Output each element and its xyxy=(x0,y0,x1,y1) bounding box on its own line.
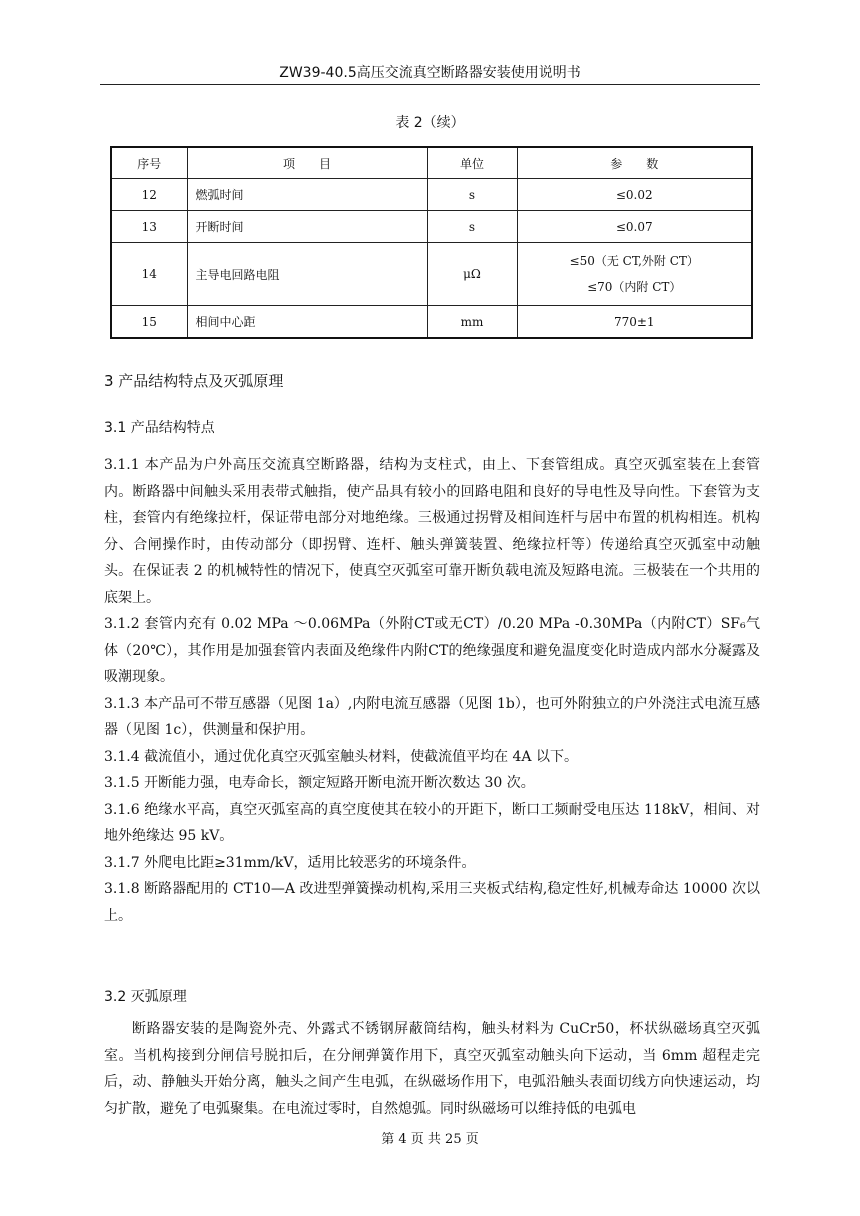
paragraph-3-1-5: 3.1.5 开断能力强，电寿命长，额定短路开断电流开断次数达 30 次。 xyxy=(104,775,535,791)
row-value: ≤0.07 xyxy=(517,211,752,243)
table-row xyxy=(111,211,752,243)
page-number: 第 4 页 共 25 页 xyxy=(381,1132,479,1147)
parameters-table xyxy=(110,146,753,339)
row-item: 主导电回路电阻 xyxy=(187,243,427,306)
row-value: 770±1 xyxy=(517,306,752,339)
table-row xyxy=(111,179,752,211)
row-no: 13 xyxy=(111,211,187,243)
column-header-value: 参 数 xyxy=(517,147,752,179)
row-value xyxy=(517,243,752,306)
section-heading: 3 产品结构特点及灭弧原理 xyxy=(104,372,284,390)
subsection-heading-structure: 3.1 产品结构特点 xyxy=(104,420,215,436)
paragraph-3-1-6: 3.1.6 绝缘水平高，真空灭弧室高的真空度使其在较小的开距下，断口工频耐受电压达 118kV，相间、对地外绝缘达 95 kV。 xyxy=(104,801,760,844)
paragraph-3-1-8: 3.1.8 断路器配用的 CT10—A 改进型弹簧操动机构,采用三夹板式结构,稳定性好,机械寿命达 10000 次以上。 xyxy=(104,881,760,924)
row-item: 燃弧时间 xyxy=(187,179,427,211)
row-unit: μΩ xyxy=(427,243,517,306)
table-row xyxy=(111,306,752,339)
column-header-no: 序号 xyxy=(111,147,187,179)
table-caption: 表 2（续） xyxy=(395,115,465,131)
row-item: 开断时间 xyxy=(187,211,427,243)
row-value: ≤0.02 xyxy=(517,179,752,211)
table-header-row xyxy=(111,147,752,179)
column-header-unit: 单位 xyxy=(427,147,517,179)
header-divider xyxy=(100,84,760,85)
row-unit: s xyxy=(427,211,517,243)
paragraph-3-1-3: 3.1.3 本产品可不带互感器（见图 1a）,内附电流互感器（见图 1b），也可外附独立的户外浇注式电流互感器（见图 1c），供测量和保护用。 xyxy=(104,695,760,738)
column-header-item: 项 目 xyxy=(187,147,427,179)
row-value-line-1: ≤50（无 CT,外附 CT） xyxy=(569,254,699,268)
row-no: 14 xyxy=(111,243,187,306)
document-header-title: ZW39-40.5高压交流真空断路器安装使用说明书 xyxy=(279,65,581,81)
row-item: 相间中心距 xyxy=(187,306,427,339)
row-unit: s xyxy=(427,179,517,211)
row-value-line-2: ≤70（内附 CT） xyxy=(587,280,682,294)
row-no: 12 xyxy=(111,179,187,211)
paragraph-3-1-1: 3.1.1 本产品为户外高压交流真空断路器，结构为支柱式，由上、下套管组成。真空灭弧室装在上套管内。断路器中间触头采用表带式触指，使产品具有较小的回路电阻和良好的导电性及导向性。下套管为支柱，套管内有绝缘拉杆，保证带电部分对地绝缘。三极通过拐臂及相间连杆与居中布置的机构相连。机构分、合闸操作时，由传动部分（即拐臂、连杆、触头弹簧装置、绝缘拉杆等）传递给真空灭弧室中动触头。在保证表 2 的机械特性的情况下，使真空灭弧室可靠开断负载电流及短路电流。三极装在一个共用的底架上。 xyxy=(104,457,760,606)
subsection-heading-arc-principle: 3.2 灭弧原理 xyxy=(104,989,187,1005)
row-unit: mm xyxy=(427,306,517,339)
row-no: 15 xyxy=(111,306,187,339)
table-row xyxy=(111,243,752,306)
paragraph-3-1-7: 3.1.7 外爬电比距≥31mm/kV，适用比较恶劣的环境条件。 xyxy=(104,854,476,871)
paragraph-3-1-2: 3.1.2 套管内充有 0.02 MPa ～0.06MPa（外附CT或无CT）/0.20 MPa -0.30MPa（内附CT）SF₆气体（20℃），其作用是加强套管内表面及绝缘件内附CT的绝缘强度和避免温度变化时造成内部水分凝露及吸潮现象。 xyxy=(104,616,760,685)
paragraph-3-1-4: 3.1.4 截流值小，通过优化真空灭弧室触头材料，使截流值平均在 4A 以下。 xyxy=(104,748,578,765)
structure-features-body xyxy=(104,452,760,929)
arc-principle-paragraph: 断路器安装的是陶瓷外壳、外露式不锈钢屏蔽筒结构，触头材料为 CuCr50，杯状纵磁场真空灭弧室。当机构接到分闸信号脱扣后，在分闸弹簧作用下，真空灭弧室动触头向下运动，当 6mm 超程走完后，动、静触头开始分离，触头之间产生电弧，在纵磁场作用下，电弧沿触头表面切线方向快速运动，均匀扩散，避免了电弧聚集。在电流过零时，自然熄弧。同时纵磁场可以维持低的电弧电 xyxy=(104,1021,760,1117)
